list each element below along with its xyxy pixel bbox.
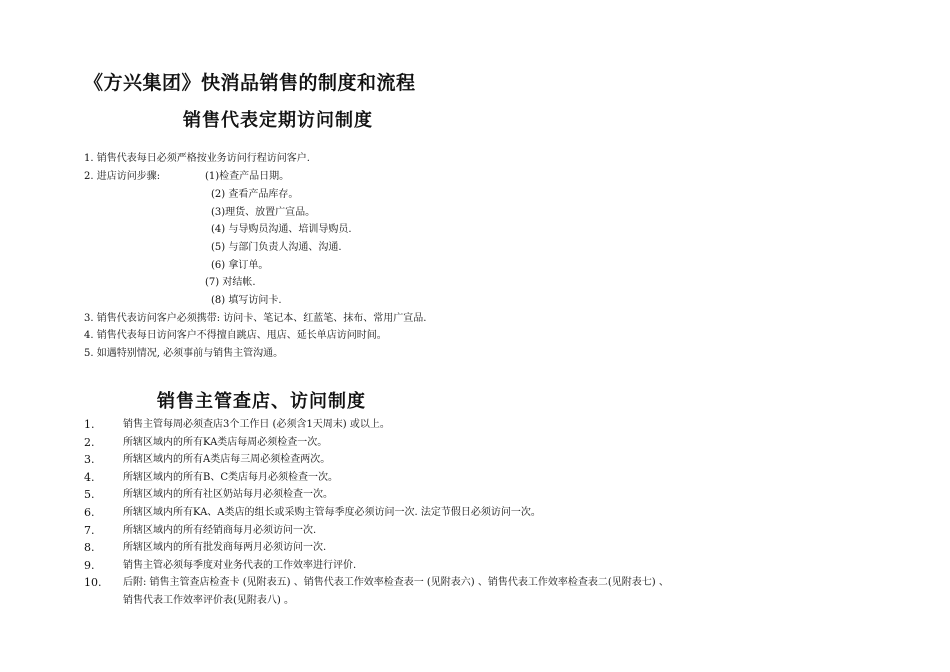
list-item: 所辖区域内的所有KA类店每周必须检查一次。 — [123, 437, 328, 448]
step-item: (8) 填写访问卡. — [211, 295, 282, 306]
list-item: 所辖区域内的所有批发商每两月必须访问一次. — [123, 542, 327, 553]
list-number: 5. — [84, 488, 95, 501]
list-item: 销售主管每周必须查店3个工作日 (必须含1天周末) 或以上。 — [123, 419, 390, 430]
list-number: 9. — [84, 559, 95, 572]
step-item: (3)理货、放置广宣品。 — [211, 207, 316, 218]
list-item: 所辖区域内的所有社区奶站每月必须检查一次。 — [123, 489, 333, 500]
list-item: 2. 进店访问步骤: — [84, 171, 161, 182]
step-item: (5) 与部门负责人沟通、沟通. — [211, 242, 342, 253]
list-number: 4. — [84, 471, 95, 484]
step-item: (4) 与导购员沟通、培训导购员. — [211, 224, 352, 235]
list-item: 所辖区域内所有KA、A类店的组长或采购主管每季度必须访问一次. 法定节假日必须访问一次。 — [123, 507, 541, 518]
list-number: 3. — [84, 453, 95, 466]
list-number: 1. — [84, 418, 95, 431]
list-item: 后附: 销售主管查店检查卡 (见附表五) 、销售代表工作效率检查表一 (见附表六) 、销售代表工作效率检查表二(见附表七) 、 — [123, 577, 669, 588]
list-item: 销售主管必须每季度对业务代表的工作效率进行评价. — [123, 560, 357, 571]
list-number: 2. — [84, 436, 95, 449]
list-number: 10. — [84, 576, 102, 589]
list-item: 所辖区域内的所有B、C类店每月必须检查一次。 — [123, 472, 338, 483]
step-item: (6) 拿订单。 — [211, 260, 269, 271]
list-number: 6. — [84, 506, 95, 519]
list-item: 所辖区域内的所有A类店每三周必须检查两次。 — [123, 454, 331, 465]
section1-heading: 销售代表定期访问制度 — [183, 110, 373, 131]
list-item: 销售代表工作效率评价表(见附表八) 。 — [123, 595, 294, 606]
list-item: 所辖区域内的所有经销商每月必须访问一次. — [123, 525, 317, 536]
document-title: 《方兴集团》快消品销售的制度和流程 — [84, 72, 416, 94]
list-item: 5. 如遇特别情况, 必须事前与销售主管沟通。 — [84, 348, 284, 359]
list-number: 8. — [84, 541, 95, 554]
list-number: 7. — [84, 524, 95, 537]
list-item: 3. 销售代表访问客户必须携带: 访问卡、笔记本、红蓝笔、抹布、常用广宣品. — [84, 313, 427, 324]
step-item: (2) 查看产品库存。 — [211, 189, 299, 200]
step-item: (1)检查产品日期。 — [205, 171, 290, 182]
step-item: (7) 对结帐. — [205, 277, 256, 288]
list-item: 1. 销售代表每日必须严格按业务访问行程访问客户. — [84, 153, 310, 164]
section2-heading: 销售主管查店、访问制度 — [157, 391, 366, 412]
list-item: 4. 销售代表每日访问客户不得擅自跳店、甩店、延长单店访问时间。 — [84, 330, 387, 341]
